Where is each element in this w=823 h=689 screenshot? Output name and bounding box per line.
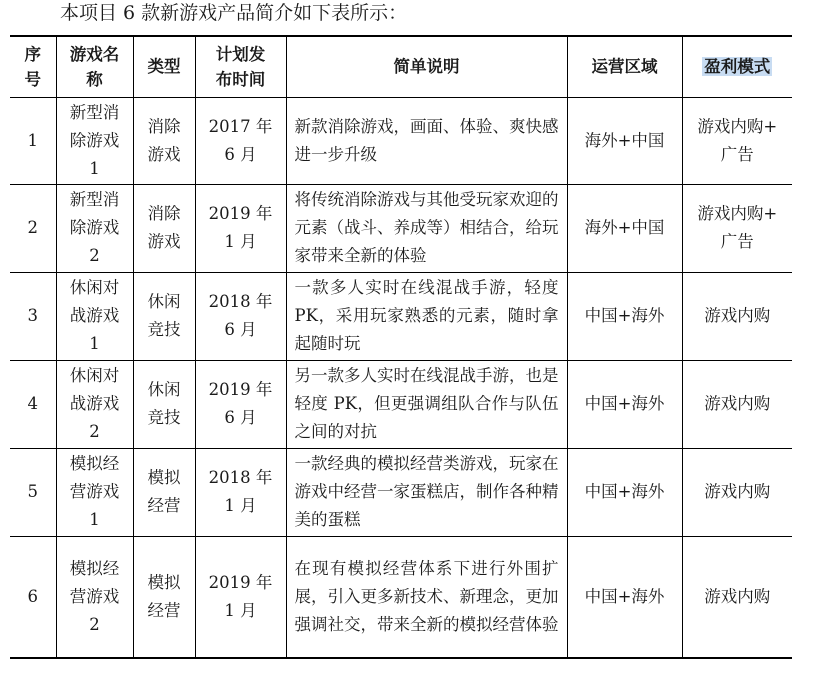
table-row (10, 97, 792, 184)
header-release: 计划发 布时间 (195, 36, 286, 97)
cell-name: 模拟经 营游戏 1 (56, 448, 133, 536)
cell-profit: 游戏内购 (682, 360, 792, 448)
cell-type: 模拟 经营 (133, 448, 195, 536)
cell-type: 休闲 竞技 (133, 360, 195, 448)
cell-profit: 游戏内购 (682, 448, 792, 536)
cell-desc: 另一款多人实时在线混战手游，也是轻度 PK，但更强调组队合作与队伍之间的对抗 (286, 360, 567, 448)
cell-name: 新型消 除游戏 2 (56, 184, 133, 272)
cell-name: 模拟经 营游戏 2 (56, 536, 133, 658)
cell-profit: 游戏内购+ 广告 (682, 184, 792, 272)
cell-no: 1 (10, 97, 56, 184)
cell-profit: 游戏内购 (682, 272, 792, 360)
cell-release: 2019 年 6 月 (195, 360, 286, 448)
table-row (10, 360, 792, 448)
cell-profit: 游戏内购 (682, 536, 792, 658)
cell-no: 2 (10, 184, 56, 272)
cell-name: 新型消 除游戏 1 (56, 97, 133, 184)
cell-region: 海外+中国 (567, 184, 682, 272)
intro-text: 本项目 6 款新游戏产品简介如下表所示： (60, 2, 408, 24)
header-profit (682, 36, 792, 97)
header-type: 类型 (133, 36, 195, 97)
header-region: 运营区域 (567, 36, 682, 97)
cell-type: 消除 游戏 (133, 97, 195, 184)
cell-desc: 新款消除游戏，画面、体验、爽快感进一步升级 (286, 97, 567, 184)
cell-desc: 在现有模拟经营体系下进行外围扩展，引入更多新技术、新理念，更加强调社交，带来全新的模拟经营体验 (286, 536, 567, 658)
cell-release: 2019 年 1 月 (195, 184, 286, 272)
cell-name: 休闲对 战游戏 2 (56, 360, 133, 448)
cell-release: 2018 年 1 月 (195, 448, 286, 536)
cell-region: 中国+海外 (567, 272, 682, 360)
cell-no: 4 (10, 360, 56, 448)
cell-no: 3 (10, 272, 56, 360)
table-row (10, 184, 792, 272)
cell-no: 6 (10, 536, 56, 658)
cell-type: 模拟 经营 (133, 536, 195, 658)
header-row (10, 36, 792, 97)
cell-type: 休闲 竞技 (133, 272, 195, 360)
game-table (10, 35, 792, 659)
cell-region: 海外+中国 (567, 97, 682, 184)
cell-profit: 游戏内购+ 广告 (682, 97, 792, 184)
table-row (10, 272, 792, 360)
cell-region: 中国+海外 (567, 448, 682, 536)
cell-desc: 将传统消除游戏与其他受玩家欢迎的元素（战斗、养成等）相结合，给玩家带来全新的体验 (286, 184, 567, 272)
cell-region: 中国+海外 (567, 536, 682, 658)
table-row (10, 536, 792, 658)
header-no: 序 号 (10, 36, 56, 97)
cell-no: 5 (10, 448, 56, 536)
cell-desc: 一款多人实时在线混战手游，轻度 PK，采用玩家熟悉的元素，随时拿起随时玩 (286, 272, 567, 360)
table-row (10, 448, 792, 536)
cell-desc: 一款经典的模拟经营类游戏，玩家在游戏中经营一家蛋糕店，制作各种精美的蛋糕 (286, 448, 567, 536)
cell-region: 中国+海外 (567, 360, 682, 448)
cell-release: 2017 年 6 月 (195, 97, 286, 184)
cell-type: 消除 游戏 (133, 184, 195, 272)
cell-release: 2019 年 1 月 (195, 536, 286, 658)
cell-name: 休闲对 战游戏 1 (56, 272, 133, 360)
header-profit-label: 盈利模式 (704, 57, 771, 77)
cell-release: 2018 年 6 月 (195, 272, 286, 360)
header-name: 游戏名 称 (56, 36, 133, 97)
header-desc: 简单说明 (286, 36, 567, 97)
